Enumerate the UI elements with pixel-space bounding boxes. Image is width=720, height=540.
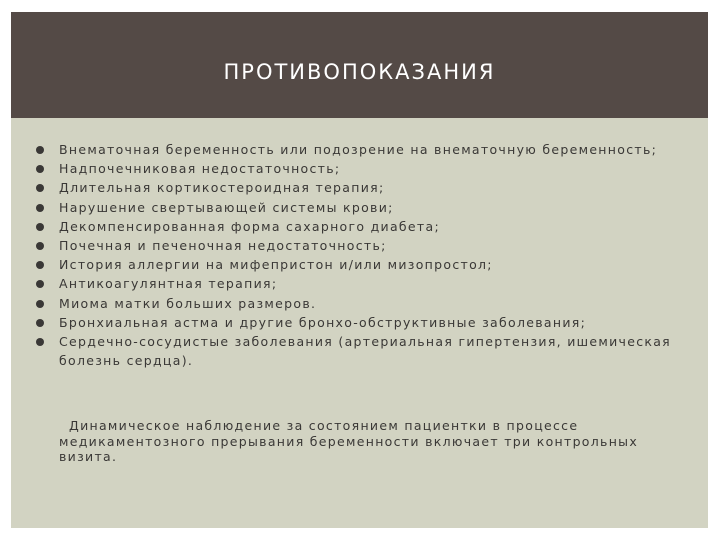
- list-item: [33, 274, 673, 293]
- list-item-text: Антикоагулянтная терапия;: [59, 276, 278, 292]
- list-item: [33, 294, 673, 313]
- list-item: [33, 236, 673, 255]
- bullet-icon: [36, 165, 44, 173]
- list-item: [33, 332, 673, 370]
- list-item-text: История аллергии на мифепристон и/или мизопростол;: [59, 257, 493, 273]
- list-item: [33, 159, 673, 178]
- list-item: [33, 313, 673, 332]
- list-item-text: Миома матки больших размеров.: [59, 295, 317, 311]
- list-item-text: Нарушение свертывающей системы крови;: [59, 199, 394, 215]
- slide-title: ПРОТИВОПОКАЗАНИЯ: [223, 60, 496, 84]
- bullet-icon: [36, 319, 44, 327]
- list-item: [33, 255, 673, 274]
- contraindications-list: [33, 140, 673, 370]
- slide: [11, 12, 708, 528]
- bullet-icon: [36, 146, 44, 154]
- bullet-icon: [36, 280, 44, 288]
- list-item: [33, 178, 673, 197]
- list-item-text: Надпочечниковая недостаточность;: [59, 161, 341, 177]
- follow-up-note: Динамическое наблюдение за состоянием пациентки в процессе медикаментозного прерывания беременности включает три контрольных визита.: [59, 418, 639, 464]
- list-item-text: Длительная кортикостероидная терапия;: [59, 180, 385, 196]
- bullet-icon: [36, 242, 44, 250]
- list-item: [33, 140, 673, 159]
- bullet-icon: [36, 300, 44, 308]
- bullet-icon: [36, 184, 44, 192]
- bullet-icon: [36, 223, 44, 231]
- list-item-text: Бронхиальная астма и другие бронхо-обструктивные заболевания;: [59, 314, 587, 330]
- list-item-text: Сердечно-сосудистые заболевания (артериальная гипертензия, ишемическая болезнь сердца).: [59, 334, 672, 369]
- bullet-icon: [36, 261, 44, 269]
- list-item: [33, 217, 673, 236]
- list-item-text: Декомпенсированная форма сахарного диабета;: [59, 218, 440, 234]
- list-item: [33, 198, 673, 217]
- bullet-icon: [36, 204, 44, 212]
- list-item-text: Внематочная беременность или подозрение на внематочную беременность;: [59, 142, 658, 157]
- slide-header: [11, 12, 708, 118]
- bullet-icon: [36, 338, 44, 346]
- list-item-text: Почечная и печеночная недостаточность;: [59, 238, 387, 254]
